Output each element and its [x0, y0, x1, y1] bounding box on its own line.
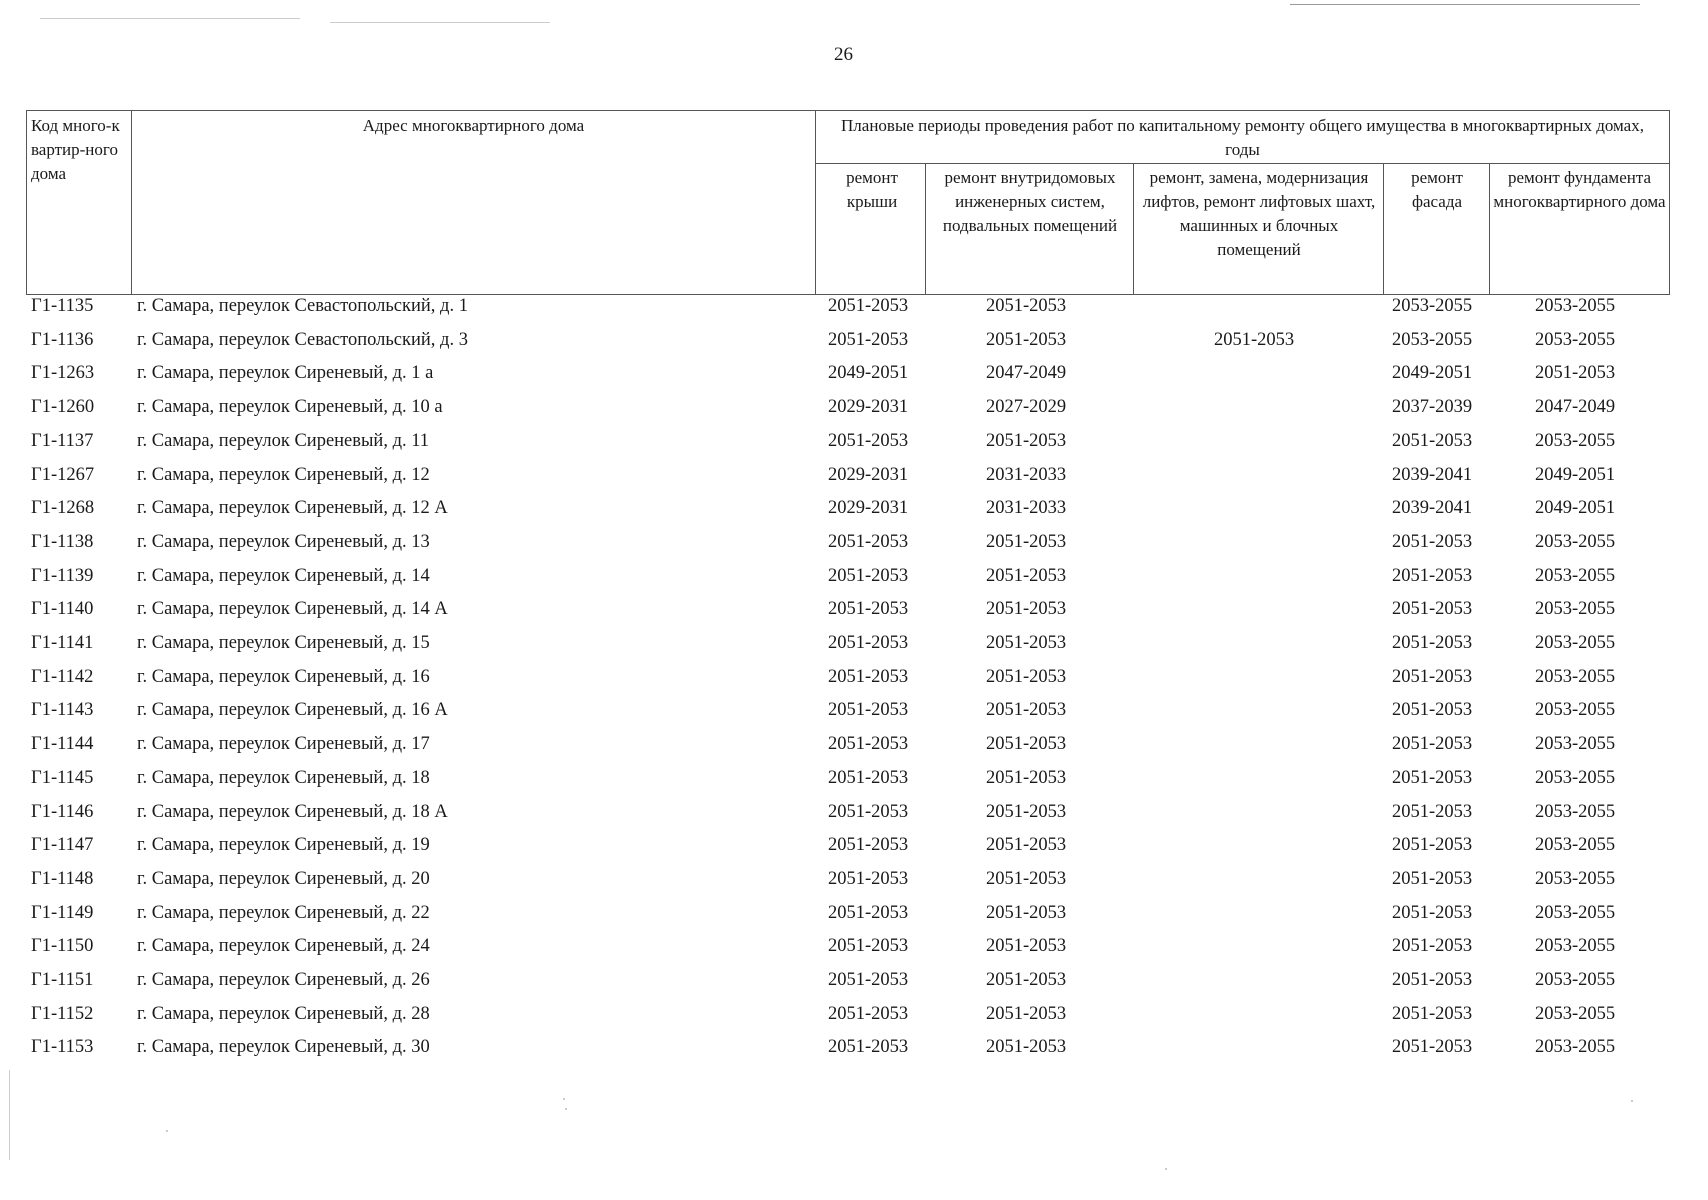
- cell-facade: 2051-2053: [1392, 1003, 1473, 1024]
- cell-engineering: 2031-2033: [986, 498, 1067, 519]
- cell-engineering: 2051-2053: [986, 902, 1067, 923]
- table-row: [0, 700, 1708, 733]
- cell-code: Г1-1136: [31, 329, 94, 350]
- cell-engineering: 2051-2053: [986, 599, 1067, 620]
- cell-foundation: 2053-2055: [1535, 835, 1616, 856]
- cell-roof: 2049-2051: [828, 363, 909, 384]
- cell-code: Г1-1153: [31, 1037, 94, 1058]
- cell-engineering: 2051-2053: [986, 767, 1067, 788]
- cell-facade: 2053-2055: [1392, 296, 1473, 316]
- header-facade: ремонт фасада: [1411, 168, 1463, 211]
- cell-address: г. Самара, переулок Сиреневый, д. 14 А: [137, 599, 448, 620]
- cell-roof: 2029-2031: [828, 498, 909, 519]
- cell-facade: 2051-2053: [1392, 430, 1473, 451]
- cell-engineering: 2051-2053: [986, 801, 1067, 822]
- cell-roof: 2051-2053: [828, 835, 909, 856]
- cell-engineering: 2051-2053: [986, 734, 1067, 755]
- header-divider-address: [815, 110, 816, 295]
- cell-address: г. Самара, переулок Сиреневый, д. 18: [137, 767, 430, 788]
- table-row: [0, 869, 1708, 902]
- scan-dot: [1631, 1100, 1633, 1102]
- cell-facade: 2051-2053: [1392, 565, 1473, 586]
- cell-roof: 2029-2031: [828, 397, 909, 418]
- scan-streak: [330, 22, 550, 23]
- cell-engineering: 2051-2053: [986, 531, 1067, 552]
- header-top-border: [26, 110, 1669, 111]
- cell-code: Г1-1139: [31, 565, 94, 586]
- cell-foundation: 2053-2055: [1535, 599, 1616, 620]
- cell-facade: 2051-2053: [1392, 970, 1473, 990]
- cell-roof: 2051-2053: [828, 801, 909, 822]
- table-row: [0, 330, 1708, 363]
- cell-foundation: 2051-2053: [1535, 363, 1616, 384]
- cell-foundation: 2049-2051: [1535, 464, 1616, 485]
- table-row: [0, 566, 1708, 599]
- cell-engineering: 2051-2053: [986, 666, 1067, 687]
- cell-engineering: 2051-2053: [986, 1003, 1067, 1024]
- cell-roof: 2051-2053: [828, 734, 909, 755]
- cell-engineering: 2051-2053: [986, 970, 1067, 990]
- cell-roof: 2051-2053: [828, 565, 909, 586]
- scan-dot: [565, 1108, 567, 1110]
- cell-address: г. Самара, переулок Сиреневый, д. 22: [137, 902, 430, 923]
- cell-engineering: 2027-2029: [986, 397, 1067, 418]
- cell-address: г. Самара, переулок Сиреневый, д. 15: [137, 633, 430, 653]
- header-divider-roof: [925, 163, 926, 295]
- cell-engineering: 2051-2053: [986, 565, 1067, 586]
- cell-facade: 2051-2053: [1392, 666, 1473, 687]
- header-divider-lift: [1383, 163, 1384, 295]
- cell-address: г. Самара, переулок Сиреневый, д. 24: [137, 936, 430, 957]
- cell-address: г. Самара, переулок Сиреневый, д. 12: [137, 464, 430, 485]
- cell-address: г. Самара, переулок Сиреневый, д. 16 А: [137, 700, 448, 721]
- cell-lift: 2051-2053: [1214, 329, 1295, 350]
- cell-code: Г1-1267: [31, 464, 95, 485]
- cell-address: г. Самара, переулок Сиреневый, д. 16: [137, 666, 430, 687]
- table-row: [0, 397, 1708, 430]
- cell-address: г. Самара, переулок Севастопольский, д. 1: [137, 296, 468, 316]
- cell-address: г. Самара, переулок Сиреневый, д. 10 а: [137, 397, 443, 418]
- cell-address: г. Самара, переулок Сиреневый, д. 13: [137, 531, 430, 552]
- table-row: [0, 363, 1708, 396]
- cell-roof: 2051-2053: [828, 329, 909, 350]
- cell-engineering: 2051-2053: [986, 430, 1067, 451]
- cell-facade: 2051-2053: [1392, 734, 1473, 755]
- cell-foundation: 2049-2051: [1535, 498, 1616, 519]
- header-engineering: ремонт внутридомовых инженерных систем, подвальных помещений: [942, 168, 1118, 235]
- cell-facade: 2039-2041: [1392, 464, 1473, 485]
- cell-foundation: 2053-2055: [1535, 430, 1616, 451]
- header-lift: ремонт, замена, модернизация лифтов, ремонт лифтовых шахт, машинных и блочных помещений: [1142, 168, 1376, 259]
- cell-address: г. Самара, переулок Севастопольский, д. 3: [137, 329, 468, 350]
- scan-dot: [563, 1098, 565, 1100]
- cell-roof: 2051-2053: [828, 936, 909, 957]
- cell-engineering: 2051-2053: [986, 936, 1067, 957]
- header-bottom-border: [26, 294, 1669, 295]
- cell-foundation: 2053-2055: [1535, 970, 1616, 990]
- cell-foundation: 2053-2055: [1535, 296, 1616, 316]
- cell-foundation: 2053-2055: [1535, 531, 1616, 552]
- table-row: [0, 802, 1708, 835]
- table-row: [0, 734, 1708, 767]
- cell-address: г. Самара, переулок Сиреневый, д. 12 А: [137, 498, 448, 519]
- cell-facade: 2051-2053: [1392, 801, 1473, 822]
- cell-code: Г1-1260: [31, 397, 95, 418]
- table-row: [0, 532, 1708, 565]
- cell-foundation: 2053-2055: [1535, 1003, 1616, 1024]
- header-right-border: [1669, 110, 1670, 295]
- header-code: [28, 114, 133, 186]
- cell-code: Г1-1151: [31, 970, 94, 990]
- cell-address: г. Самара, переулок Сиреневый, д. 30: [137, 1037, 430, 1058]
- table-row: [0, 599, 1708, 632]
- cell-engineering: 2051-2053: [986, 1037, 1067, 1058]
- cell-code: Г1-1141: [31, 633, 94, 653]
- cell-foundation: 2053-2055: [1535, 801, 1616, 822]
- table-row: [0, 633, 1708, 666]
- table-row: [0, 465, 1708, 498]
- table-row: [0, 1004, 1708, 1037]
- header-foundation: ремонт фундамента многоквартирного дома: [1493, 168, 1666, 211]
- cell-facade: 2051-2053: [1392, 1037, 1473, 1058]
- cell-address: г. Самара, переулок Сиреневый, д. 11: [137, 430, 430, 451]
- cell-engineering: 2031-2033: [986, 464, 1067, 485]
- cell-facade: 2051-2053: [1392, 835, 1473, 856]
- cell-engineering: 2051-2053: [986, 700, 1067, 721]
- cell-foundation: 2053-2055: [1535, 936, 1616, 957]
- cell-engineering: 2051-2053: [986, 329, 1067, 350]
- cell-engineering: 2051-2053: [986, 835, 1067, 856]
- cell-engineering: 2047-2049: [986, 363, 1067, 384]
- cell-foundation: 2053-2055: [1535, 666, 1616, 687]
- cell-code: Г1-1268: [31, 498, 95, 519]
- table-row: [0, 903, 1708, 936]
- scan-edge-line: [9, 1070, 10, 1160]
- table-row: [0, 835, 1708, 868]
- cell-roof: 2051-2053: [828, 902, 909, 923]
- cell-code: Г1-1145: [31, 767, 94, 788]
- cell-facade: 2051-2053: [1392, 936, 1473, 957]
- table-row: [0, 1037, 1708, 1070]
- cell-roof: 2051-2053: [828, 599, 909, 620]
- cell-foundation: 2053-2055: [1535, 633, 1616, 653]
- cell-roof: 2029-2031: [828, 464, 909, 485]
- scan-streak: [1290, 4, 1640, 5]
- cell-engineering: 2051-2053: [986, 633, 1067, 653]
- cell-facade: 2051-2053: [1392, 767, 1473, 788]
- cell-code: Г1-1144: [31, 734, 94, 755]
- cell-facade: 2051-2053: [1392, 531, 1473, 552]
- scan-dot: [166, 1130, 168, 1132]
- cell-code: Г1-1138: [31, 531, 94, 552]
- cell-code: Г1-1146: [31, 801, 94, 822]
- cell-facade: 2051-2053: [1392, 633, 1473, 653]
- cell-code: Г1-1148: [31, 868, 94, 889]
- table-row: [0, 768, 1708, 801]
- cell-roof: 2051-2053: [828, 970, 909, 990]
- cell-foundation: 2047-2049: [1535, 397, 1616, 418]
- cell-address: г. Самара, переулок Сиреневый, д. 18 А: [137, 801, 448, 822]
- cell-roof: 2051-2053: [828, 1003, 909, 1024]
- cell-code: Г1-1140: [31, 599, 94, 620]
- cell-foundation: 2053-2055: [1535, 700, 1616, 721]
- header-divider-facade: [1489, 163, 1490, 295]
- cell-facade: 2051-2053: [1392, 902, 1473, 923]
- cell-roof: 2051-2053: [828, 1037, 909, 1058]
- cell-address: г. Самара, переулок Сиреневый, д. 17: [137, 734, 430, 755]
- cell-facade: 2051-2053: [1392, 868, 1473, 889]
- cell-foundation: 2053-2055: [1535, 868, 1616, 889]
- cell-code: Г1-1143: [31, 700, 94, 721]
- header-group: Плановые периоды проведения работ по капитальному ремонту общего имущества в многоквартирных домах, годы: [841, 116, 1644, 159]
- scan-dot: [1165, 1168, 1167, 1170]
- cell-code: Г1-1137: [31, 430, 94, 451]
- cell-code: Г1-1152: [31, 1003, 94, 1024]
- cell-address: г. Самара, переулок Сиреневый, д. 19: [137, 835, 430, 856]
- cell-foundation: 2053-2055: [1535, 767, 1616, 788]
- cell-foundation: 2053-2055: [1535, 565, 1616, 586]
- cell-engineering: 2051-2053: [986, 296, 1067, 316]
- cell-engineering: 2051-2053: [986, 868, 1067, 889]
- cell-code: Г1-1135: [31, 296, 94, 316]
- table-row: [0, 296, 1708, 329]
- cell-address: г. Самара, переулок Сиреневый, д. 20: [137, 868, 430, 889]
- header-code-text: Код много-квартир-ного дома: [31, 116, 120, 183]
- cell-address: г. Самара, переулок Сиреневый, д. 14: [137, 565, 430, 586]
- cell-foundation: 2053-2055: [1535, 1037, 1616, 1058]
- cell-roof: 2051-2053: [828, 666, 909, 687]
- cell-facade: 2053-2055: [1392, 329, 1473, 350]
- cell-roof: 2051-2053: [828, 430, 909, 451]
- cell-roof: 2051-2053: [828, 767, 909, 788]
- page-number: 26: [834, 44, 853, 65]
- cell-code: Г1-1142: [31, 666, 94, 687]
- cell-address: г. Самара, переулок Сиреневый, д. 26: [137, 970, 430, 990]
- cell-address: г. Самара, переулок Сиреневый, д. 1 а: [137, 363, 434, 384]
- table-row: [0, 498, 1708, 531]
- cell-code: Г1-1263: [31, 363, 95, 384]
- cell-facade: 2051-2053: [1392, 599, 1473, 620]
- cell-facade: 2049-2051: [1392, 363, 1473, 384]
- cell-foundation: 2053-2055: [1535, 329, 1616, 350]
- cell-roof: 2051-2053: [828, 700, 909, 721]
- cell-code: Г1-1147: [31, 835, 94, 856]
- cell-code: Г1-1150: [31, 936, 94, 957]
- scan-streak: [40, 18, 300, 19]
- header-address: Адрес многоквартирного дома: [362, 116, 585, 135]
- cell-roof: 2051-2053: [828, 868, 909, 889]
- cell-code: Г1-1149: [31, 902, 94, 923]
- group-header-divider: [815, 163, 1669, 164]
- cell-facade: 2051-2053: [1392, 700, 1473, 721]
- cell-roof: 2051-2053: [828, 633, 909, 653]
- table-row: [0, 936, 1708, 969]
- table-row: [0, 431, 1708, 464]
- header-divider-engineering: [1133, 163, 1134, 295]
- cell-roof: 2051-2053: [828, 531, 909, 552]
- table-row: [0, 667, 1708, 700]
- cell-roof: 2051-2053: [828, 296, 909, 316]
- header-left-border: [26, 110, 27, 295]
- cell-facade: 2039-2041: [1392, 498, 1473, 519]
- table-row: [0, 970, 1708, 1003]
- cell-address: г. Самара, переулок Сиреневый, д. 28: [137, 1003, 430, 1024]
- cell-facade: 2037-2039: [1392, 397, 1473, 418]
- header-roof: ремонт крыши: [846, 168, 898, 211]
- cell-foundation: 2053-2055: [1535, 734, 1616, 755]
- cell-foundation: 2053-2055: [1535, 902, 1616, 923]
